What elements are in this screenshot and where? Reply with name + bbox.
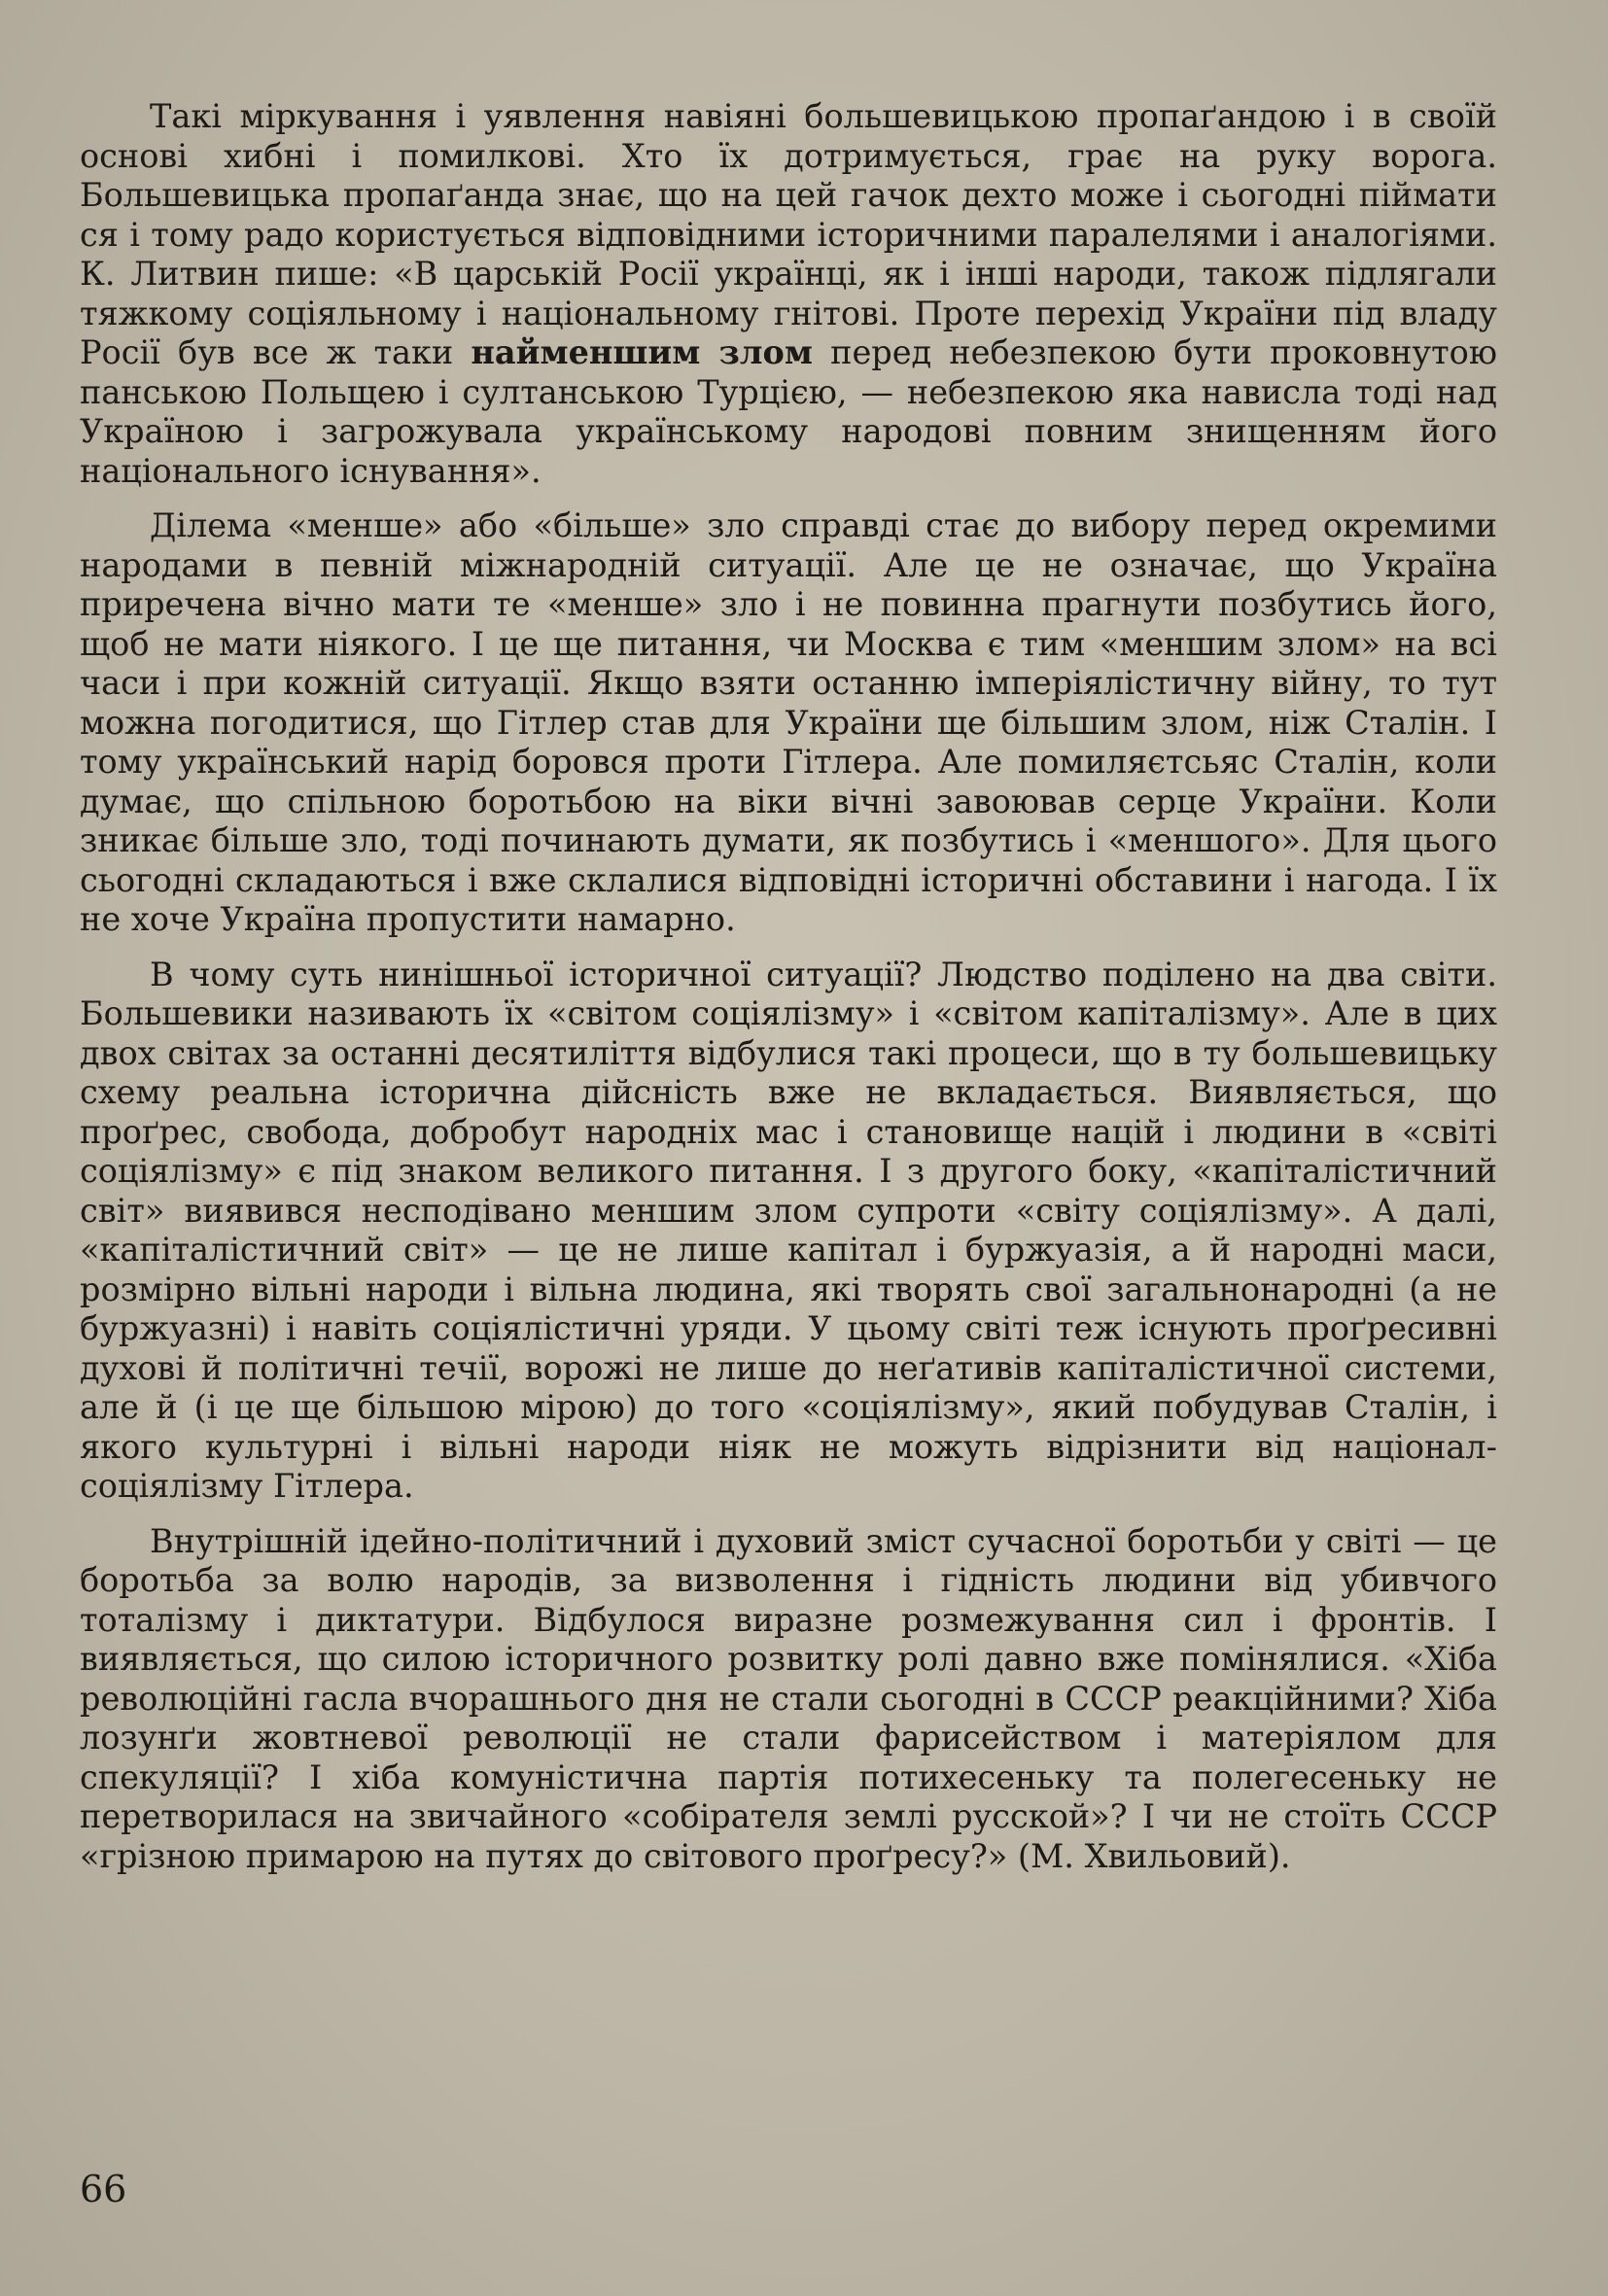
paragraph-1 bbox=[80, 97, 1497, 491]
paragraph-1-text-before: Такі міркування і уявлення навіяні большевицькою пропаґандою і в своїй основі хибні і помилкові. Хто їх дотримується, грає на руку ворога. Большевицька пропаґанда знає, що на цей гачок дехто може і сьогодні піймати ся і тому радо користується відповідними історичними паралелями і аналогіями. К. Литвин пише: «В царській Росії українці, як і інші народи, також підлягали тяжкому соціяльному і національному гнітові. Проте перехід України під владу Росії був все ж таки bbox=[80, 97, 1497, 371]
paragraph-4: Внутрішній ідейно-політичний і духовий зміст сучасної боротьби у світі — це боротьба за волю народів, за визволення і гідність людини від убивчого тоталізму і диктатури. Відбулося виразне розмежування сил і фронтів. І виявляється, що силою історичного розвитку ролі давно вже помінялися. «Хіба революційні гасла вчорашнього дня не стали сьогодні в СССР реакційними? Хіба лозунґи жовтневої революції не стали фарисейством і матеріялом для спекуляції? І хіба комуністична партія потихесеньку та полегесеньку не перетворилася на звичайного «собірателя землі русской»? І чи не стоїть СССР «грізною примарою на путях до світового проґресу?» (М. Хвильовий). bbox=[80, 1521, 1497, 1875]
emphasis-least-evil: найменшим злом bbox=[471, 333, 813, 371]
body-text bbox=[80, 97, 1497, 1892]
paragraph-2: Ділема «менше» або «більше» зло справді стає до вибору перед окремими народами в певній міжнародній ситуації. Але це не означає, що Україна приречена вічно мати те «менше» зло і не повинна прагнути позбутись його, щоб не мати ніякого. І це ще питання, чи Москва є тим «меншим злом» на всі часи і при кожній ситуації. Якщо взяти останню імперіялістичну війну, то тут можна погодитися, що Гітлер став для України ще більшим злом, ніж Сталін. І тому український нарід боровся проти Гітлера. Але помиляєтсьяс Сталін, коли думає, що спільною боротьбою на віки вічні завоював серце України. Коли зникає більше зло, тоді починають думати, як позбутись і «меншого». Для цього сьогодні складаються і вже склалися відповідні історичні обставини і нагода. І їх не хоче Україна пропустити намарно. bbox=[80, 506, 1497, 938]
page-number: 66 bbox=[80, 2168, 127, 2210]
paragraph-1-text-after: перед небезпекою бути проковнутою панською Польщею і султанською Турцією, — небезпекою яка нависла тоді над Україною і загрожувала українському народові повним знищенням його національного існування». bbox=[80, 333, 1497, 490]
paragraph-3: В чому суть нинішньої історичної ситуації? Людство поділено на два світи. Большевики називають їх «світом соціялізму» і «світом капіталізму». Але в цих двох світах за останні десятиліття відбулися такі процеси, що в ту большевицьку схему реальна історична дійсність вже не вкладається. Виявляється, що проґрес, свобода, добробут народніх мас і становище націй і людини в «світі соціялізму» є під знаком великого питання. І з другого боку, «капіталістичний світ» виявився несподівано меншим злом супроти «світу соціялізму». А далі, «капіталістичний світ» — це не лише капітал і буржуазія, а й народні маси, розмірно вільні народи і вільна людина, які творять свої загальнонародні (а не буржуазні) і навіть соціялістичні уряди. У цьому світі теж існують проґресивні духові й політичні течії, ворожі не лише до неґативів капіталістичної системи, але й (і це ще більшою мірою) до того «соціялізму», який побудував Сталін, і якого культурні і вільні народи ніяк не можуть відрізнити від націонал-соціялізму Гітлера. bbox=[80, 955, 1497, 1505]
